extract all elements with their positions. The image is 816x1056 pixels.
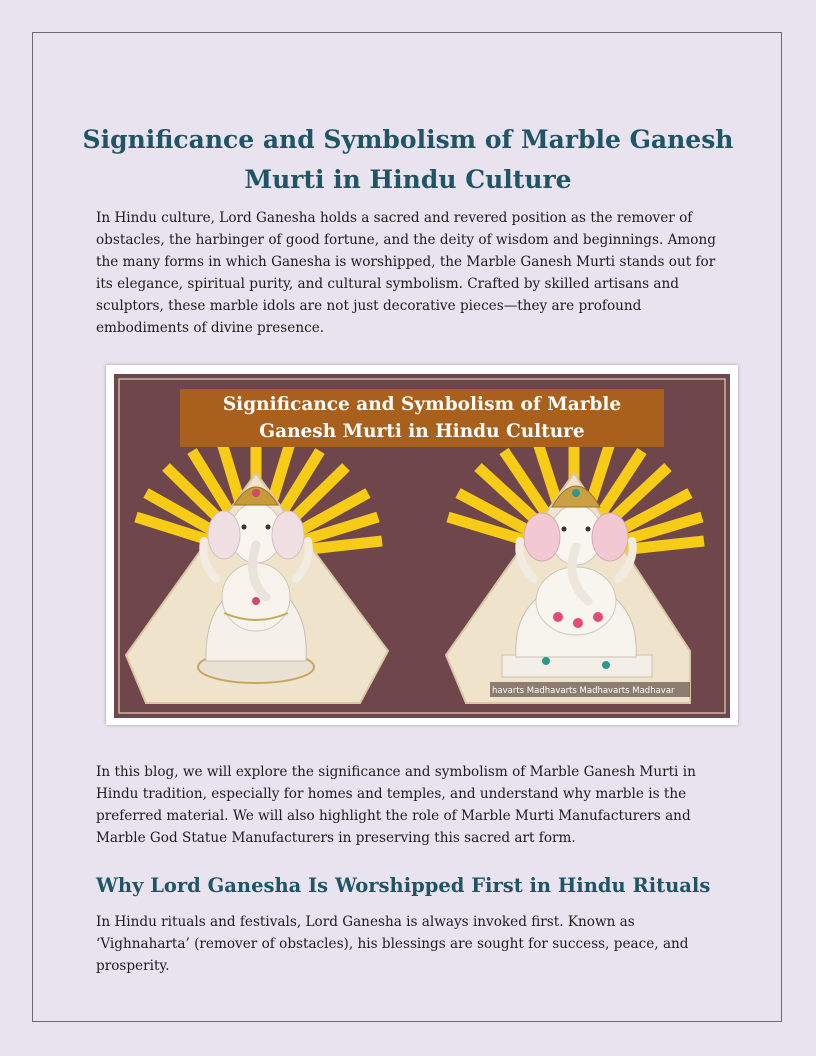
blog-intro-paragraph: In this blog, we will explore the significance and symbolism of Marble Ganesh Murti in Hindu tradition, especially for homes and temples, and understand why marble is the preferred material. We will also highlight the role of Marble Murti Manufacturers and Marble God Statue Manufacturers in preserving this sacred art form.: [96, 764, 696, 846]
page-title: Significance and Symbolism of Marble Ganesh Murti in Hindu Culture: [82, 125, 734, 194]
section-paragraph: In Hindu rituals and festivals, Lord Ganesha is always invoked first. Known as ‘Vighnaharta’ (remover of obstacles), his blessings are sought for success, peace, and prosperity.: [96, 914, 689, 974]
banner-title-line2: Ganesh Murti in Hindu Culture: [259, 421, 585, 442]
banner-graphic: [106, 365, 738, 725]
banner-image: [106, 365, 738, 725]
banner-title-line1: Significance and Symbolism of Marble: [222, 394, 622, 415]
section-heading: Why Lord Ganesha Is Worshipped First in Hindu Rituals: [96, 874, 711, 897]
intro-paragraph: In Hindu culture, Lord Ganesha holds a sacred and revered position as the remover of obstacles, the harbinger of good fortune, and the deity of wisdom and beginnings. Among the many forms in which Ganesha is worshipped, the Marble Ganesh Murti stands out for its elegance, spiritual purity, and cultural symbolism. Crafted by skilled artisans and sculptors, these marble idols are not just decorative pieces—they are profound embodiments of divine presence.: [96, 210, 716, 336]
banner-watermark: havarts Madhavarts Madhavarts Madhavar: [492, 686, 675, 696]
